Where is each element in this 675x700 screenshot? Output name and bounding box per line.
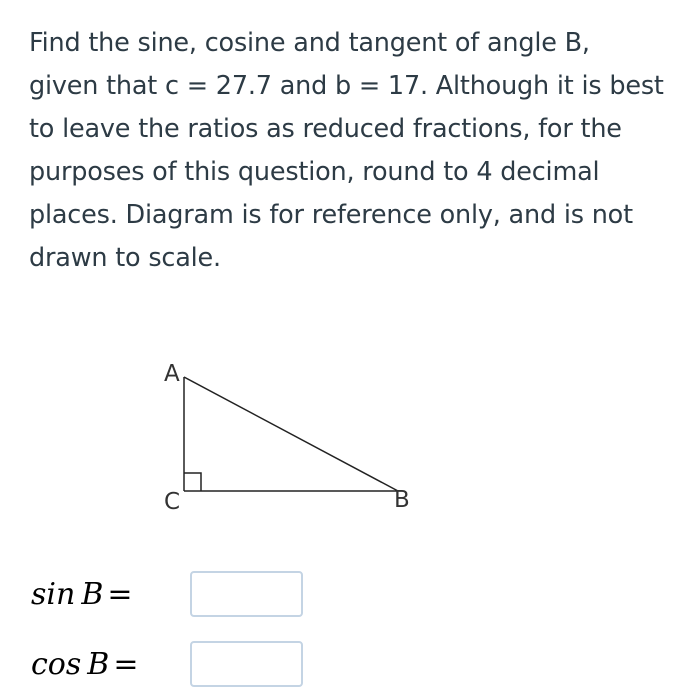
question-line: to leave the ratios as reduced fractions, for the [29,114,622,144]
sin-function: sin [31,577,76,612]
vertex-label-a: A [164,361,180,387]
cos-label [31,647,138,682]
side-ab [184,377,398,491]
cos-equals: = [113,647,139,682]
vertex-label-c: C [164,489,181,515]
vertex-label-b: B [394,487,410,513]
sin-answer-input[interactable] [190,571,303,617]
right-angle-marker [184,473,201,491]
sin-variable: B [81,577,104,612]
question-line: places. Diagram is for reference only, and is not [29,200,633,230]
sin-label [31,577,133,612]
cos-variable: B [87,647,110,682]
question-text [29,22,664,280]
triangle-svg [150,355,440,525]
question-line: given that c = 27.7 and b = 17. Although it is best [29,71,664,101]
cos-answer-input[interactable] [190,641,303,687]
triangle-diagram [150,355,440,525]
question-line: purposes of this question, round to 4 decimal [29,157,600,187]
question-line: drawn to scale. [29,243,221,273]
sin-equals: = [107,577,133,612]
cos-function: cos [31,647,82,682]
question-line: Find the sine, cosine and tangent of angle B, [29,28,590,58]
